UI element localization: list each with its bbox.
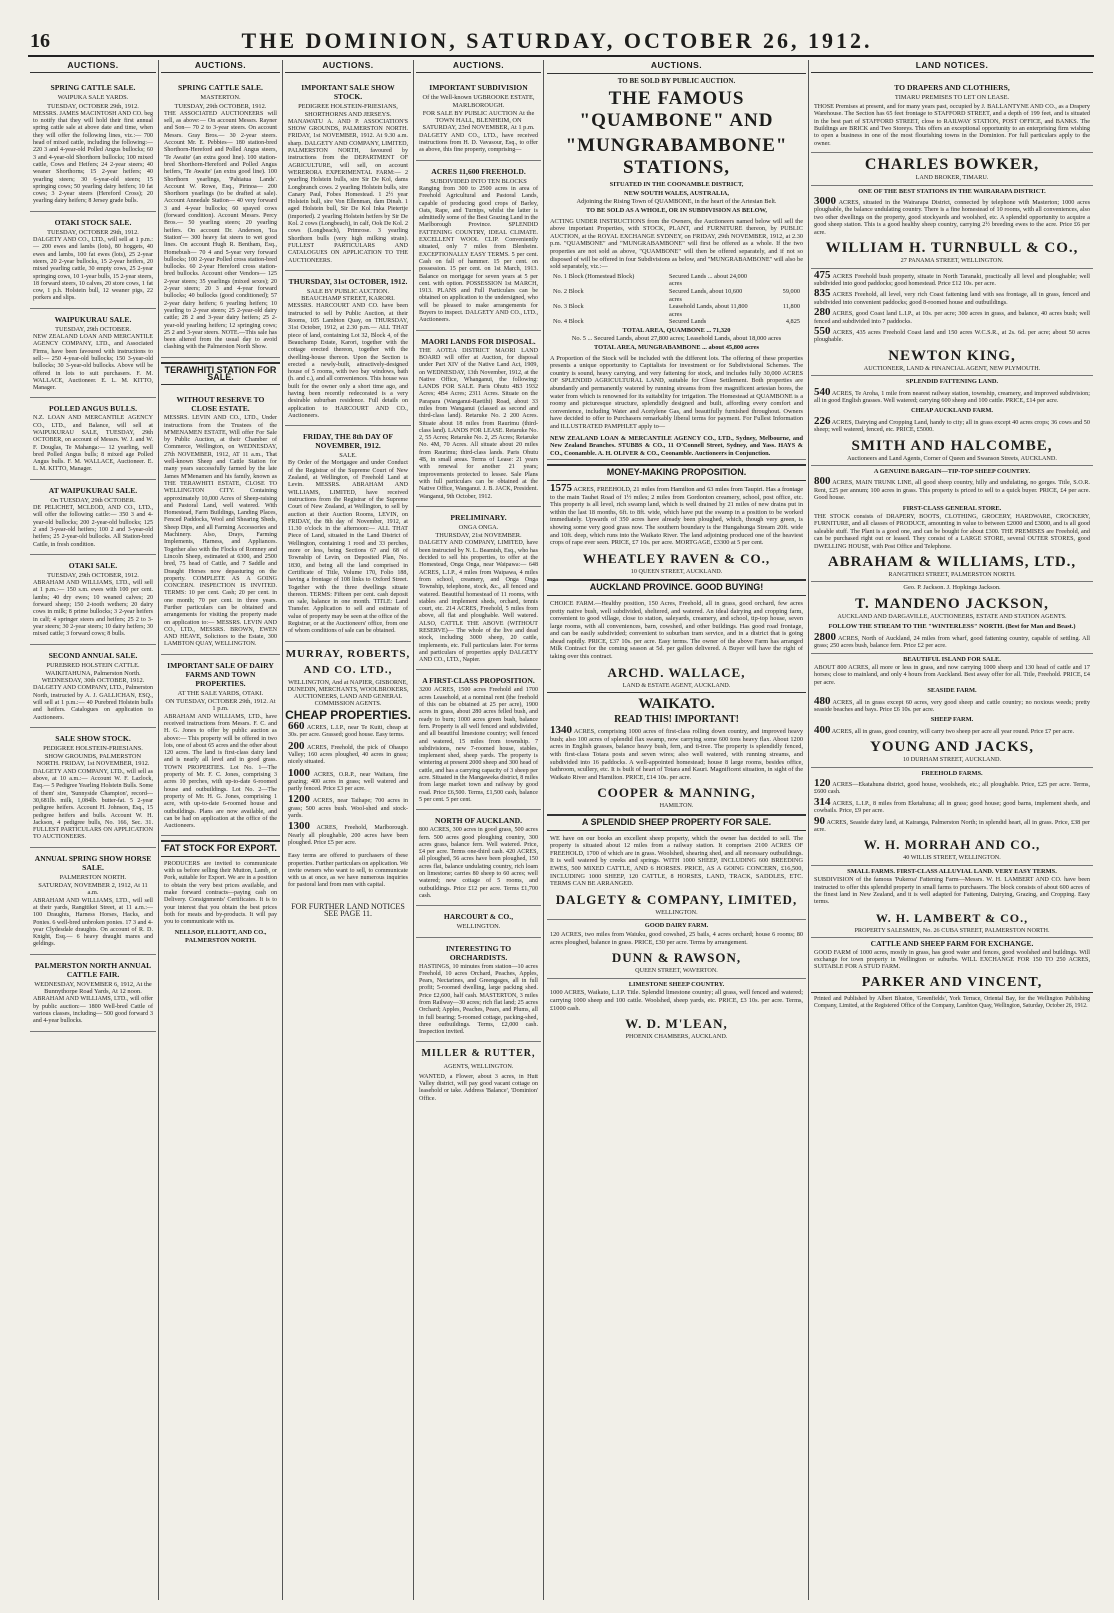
- miller-rutter-sub: AGENTS, WELLINGTON.: [443, 1063, 514, 1071]
- ad-heading: SPRING CATTLE SALE.: [178, 83, 263, 93]
- smith-halcombe-firm: SMITH AND HALCOMBE,: [851, 437, 1053, 454]
- advertisement: [30, 728, 156, 848]
- winterless-north-note: FOLLOW THE STREAM TO THE "WINTERLESS" NORTH. (Best for Man and Beast.): [828, 623, 1076, 631]
- block-label: No. 4 Block: [553, 318, 584, 326]
- turnbull-firm: WILLIAM H. TURNBULL & CO.,: [825, 240, 1079, 257]
- acreage-number: 540: [814, 385, 831, 398]
- page-number: 16: [30, 30, 50, 52]
- waikato-subheading: READ THIS! IMPORTANT!: [614, 714, 739, 726]
- column-5: [547, 60, 806, 1602]
- wheatley-raven-firm: WHEATLEY RAVEN & CO.,: [582, 550, 771, 566]
- property-description: ACRES—Ekatahuna district, good house, woolsheds, etc.; all ploughable. Price, £25 per acre. Terms, £600 cash.: [814, 780, 1090, 796]
- block-total: [760, 273, 800, 288]
- property-listing: [814, 306, 1090, 325]
- ad-subheading: TIMARU PREMISES TO LET ON LEASE.: [894, 94, 1010, 102]
- acreage-number: 660: [288, 720, 305, 733]
- dalgety-sub: WELLINGTON.: [655, 908, 698, 916]
- ad-subheading: TUESDAY, OCTOBER 29th, 1912.: [47, 102, 139, 110]
- quambone-agents: NEW ZEALAND LOAN & MERCANTILE AGENCY CO., LTD., Sydney, Melbourne, and New Zealand Branches. STUBBS & CO., 11 O'Connell Street, Sydney, and Yass. HAYS & CO., Coonamble. A. H. OLIVER & CO., Coonamble. Auctioneers in Conjunction.: [547, 433, 806, 461]
- quambone-state: NEW SOUTH WALES, AUSTRALIA,: [623, 189, 730, 197]
- newspaper-title: THE DOMINION, SATURDAY, OCTOBER 26, 1912.: [241, 28, 873, 53]
- ad-heading: THURSDAY, 31st OCTOBER, 1912.: [288, 276, 408, 286]
- column-heading: AUCTIONS.: [285, 60, 411, 73]
- advertisement: [161, 655, 280, 837]
- ad-heading: PRELIMINARY.: [450, 512, 507, 522]
- wanted-notice: WANTED, a Flower, about 3 acres, in Hutt Valley district, will pay good vacant cottage on leasehold or take. Address 'Balance', 'Dominion' Office.: [419, 1073, 538, 1102]
- mungrabambone-title: "MUNGRABAMBONE" STATIONS,: [565, 135, 788, 179]
- block-label: No. 3 Block: [553, 303, 584, 311]
- ad-subheading: On TUESDAY, 29th OCTOBER.: [50, 496, 136, 504]
- advertisement: [30, 309, 156, 399]
- advertisement: [285, 426, 411, 641]
- ad-body: DALGETY AND CO., LTD., will sell at 1 p.m.:— 200 ewes and lambs (lots), 80 hoggets, 40 ewes and lambs, 100 fat ewes (lots), 25 2-year steers, 20 2-year bullocks, 15 2-year heifers, 20 mixed yearling cattle, 30 empty cows, 25 2-year springing cows, 10 1-year bulls, 15 2-year steers, 18 forward steers, 10 calves, 20 store cows, 1 fat cow, 1 p.h. Holstein bull, 12 weaner pigs, 22 porkers and slips.: [33, 237, 153, 302]
- further-notices-footer: FOR FURTHER LAND NOTICES SEE PAGE 11.: [291, 901, 405, 919]
- freehold-farms-heading: FREEHOLD FARMS.: [811, 767, 1093, 777]
- fattening-heading: SPLENDID FATTENING LAND.: [811, 375, 1093, 385]
- newton-king-sub: AUCTIONEER, LAND & FINANCIAL AGENT, NEW PLYMOUTH.: [863, 364, 1041, 372]
- ad-body: THE ASSOCIATED AUCTIONEERS will sell, as above:— On account Messrs. Rayner and Son— 70 2 to 3-year steers. On account Messrs. Gray Bros.— 30 2-year steers. Account Mr. E. Pebbies— 180 station-bred Shorthorn-Hereford and Polled Angus steers, 'Te Awaite' (an extra good line). 100 station-bred Shorthorn-Hereford and Polled Angus heifers, 'Te Awaite' (an extra good line). 100 Shorthorn yearlings, 'Pahiatua Lands'. Account W. Rowe, Esq., Pirinoa— 200 Shorthorn yearlings (to be drafted at sale). Account Annedale Station— 40 very forward 3 and 4-year bullocks; 60 spayed cows (forward condition). Account Messrs. Percy Bros.— 50 yearling steers; 20 yearling heifers. On account Dr. Anderson, 'Ica Station'— 300 heavy fat steers to wet good lines. On account Hugh R. Bentham, Esq., Homebush— 70 4 and 5-year very forward bullocks; 100 2-year Polled cross station-bred bullocks. 60 2-year Hereford cross station-bred bullocks. Account other Vendors— 125 2-year steers; 35 yearlings (mixed sexes); 20 2-year steers; 20 3 and 4-year forward bullocks; 40 bullocks (good conditioned); 57 2-year dairy heifers; 6 yearling heifers; 10 yearling to 2-year steers; 25 2-year-old dairy cattle; 28 2 and 3-year dairy heifers; 25 2-year-old yearling heifers; 12 springing cows; 25 2 and 3-year steers. NOTE.—This sale has been altered from the usual day to avoid clashing with the Palmerston North Show.: [164, 110, 277, 351]
- ad-heading: IMPORTANT SALE OF DAIRY FARMS AND TOWN PROPERTIES.: [167, 660, 274, 688]
- advertisement: [30, 398, 156, 479]
- advertisement: [416, 331, 541, 507]
- ad-subheading: TUESDAY, 29th OCTOBER, 1912.: [174, 102, 267, 110]
- mandeno-jackson-sub: AUCKLAND AND DARGAVILLE, AUCTIONEERS, ESTATE AND STATION AGENTS.: [837, 612, 1067, 620]
- advertisement: [416, 810, 541, 906]
- property-description: ACRES, O.R.P., near Waitara, fine grazing; 400 acres in grass; well watered and partly fenced. Price £3 per acre.: [288, 771, 408, 793]
- column-4: [416, 60, 541, 1602]
- property-description: ACRES, Freehold, Marlborough. Nearly all ploughable, 200 acres have been ploughed. Price £5 per acre.: [288, 825, 409, 846]
- waikato-body: [547, 724, 806, 781]
- column-1: [30, 60, 156, 1602]
- property-description: ACRES, 435 acres Freehold Coast land and 150 acres W.C.S.R., at 2s. 6d. per acre; about 50 acres ploughable.: [814, 328, 1090, 344]
- property-listing: [288, 720, 408, 740]
- cooper-manning-sub: HAMILTON.: [659, 802, 694, 810]
- bargain-body: [811, 475, 1093, 502]
- block-row: [553, 288, 800, 303]
- money-making-banner: MONEY-MAKING PROPOSITION.: [547, 464, 806, 481]
- sheep-farm-body: [811, 723, 1093, 736]
- property-listing: [288, 739, 408, 767]
- island-heading: BEAUTIFUL ISLAND FOR SALE.: [811, 653, 1093, 663]
- advertisement: [416, 161, 541, 331]
- exchange-body: GOOD FARM of 1000 acres, mostly in grass, has good water and fences, good woolshed and buildings. Will exchange for town property in Wellington or suburbs. WILL EXCHANGE FOR 150 TO 250 ACRES, SUITABLE FOR A STUD FARM.: [814, 948, 1090, 971]
- ad-body: HASTINGS, 10 minutes from station—10 acres Freehold, 10 acres Orchard, Peaches, Apples, Pears, Nectarines, and Greengages, all in full profit; 5-roomed dwelling, large packing shed. Price £2,600, half cash. MASTERTON, 3 miles from Railway—30 acres; rich flat land; 25 acres Orchard; Apples, Peaches, Pears, and Plums, all in full bearing; 5-roomed cottage, packing-shed, three outbuildings. Terms, £2,000 cash. Inspection invited.: [419, 963, 538, 1036]
- ad-subheading: WEDNESDAY, NOVEMBER 6, 1912, At the Bunnythorpe Road Yards, At 12 noon.: [34, 980, 152, 996]
- advertisement: [30, 555, 156, 645]
- ad-heading: PALMERSTON NORTH ANNUAL CATTLE FAIR.: [34, 960, 152, 979]
- sheep-farm-text: ACRES, all in grass, good country, will carry two sheep per acre all year round. Price £7 per acre.: [831, 727, 1075, 735]
- ad-body: MESSRS. HARCOURT AND CO. have been instructed to sell by Public Auction, at their Rooms, 105 Lambton Quay, on THURSDAY, 31st October, 1912, at 2.30 p.m.— ALL THAT piece of land, containing Lot 32, Block 4, of the Beauchamp Estate, Karori, together with the cottage erected thereon, together with the dwelling-house thereon. Upon the Section is erected a newly-built, attractively-designed house of 5 rooms, with two bay windows, bath (h. and c.), and all conveniences. This house was built for the owner only a short time ago, and having been recently redecorated is a very desirable suburban residence. Full details on application to HARCOURT AND CO., Auctioneers.: [288, 303, 408, 419]
- cheap-auckland-heading: CHEAP AUCKLAND FARM.: [910, 407, 994, 415]
- masthead-rule: [28, 55, 1094, 57]
- block-detail: Secured Lands: [669, 318, 707, 326]
- property-listing: [814, 776, 1090, 796]
- property-listing: [288, 820, 409, 847]
- property-description: ACRES, L.I.P., 8 miles from Eketahuna; all in grass; good house; good barns, implement sheds, and cowbails. Price, £9 per acre.: [814, 799, 1090, 815]
- ad-subheading: PUREBRED HOLSTEIN CATTLE.: [46, 661, 140, 669]
- column-rule: [808, 60, 809, 1600]
- mandeno-jackson-firm: T. MANDENO JACKSON,: [855, 595, 1049, 612]
- wairarapa-body: [811, 195, 1093, 236]
- ad-heading: INTERESTING TO ORCHARDISTS.: [445, 943, 512, 962]
- acreage-number: 1000: [288, 766, 310, 779]
- cheap-auckland-text: ACRES, Dairying and Cropping Land, handy to city; all in grass except 40 acres crops; 36 cows and 50 sheep; well watered, fenced, etc. PRICE, £5000.: [814, 418, 1090, 434]
- block-label: No. 1 Block (Homestead Block): [553, 272, 635, 280]
- advertisement: [161, 77, 280, 357]
- ad-subheading: ON TUESDAY, OCTOBER 29th, 1912. At 1 p.m.: [165, 698, 276, 713]
- ad-heading: ANNUAL SPRING SHOW HORSE SALE.: [34, 853, 152, 872]
- north-auckland-body: [811, 630, 1093, 650]
- column-2: [161, 60, 280, 1602]
- ad-subheading: PEDIGREE HOLSTEIN-FRIESIANS.: [43, 744, 143, 752]
- acreage-number: 1340: [550, 724, 572, 737]
- property-listing: [814, 324, 1090, 344]
- cheap-properties-heading: CHEAP PROPERTIES.: [285, 707, 411, 722]
- acreage-number: 90: [814, 814, 825, 827]
- ad-body: By Order of the Mortgagee and under Conduct of the Registrar of the Supreme Court of New Zealand, at Wellington, of Freehold Land at Levin. MESSRS. ABRAHAM AND WILLIAMS, LIMITED, have received instructions from the Registrar of the Supreme Court of New Zealand, at Wellington, to sell by auction at their Auction Rooms, LEVIN, on FRIDAY, the 8th day of November, 1912, at 11.30 o'clock in the afternoon:— ALL THAT Piece of Land, situated in the Land District of Wellington, containing 1 rood and 33 perches, more or less, being Sections 67 and 68 of Township of Levin, on Deposited Plan, No. 1830, and being all the land comprised in Certificate of Title, Volume 170, Folio 188, having a frontage of 108 links to Oxford Street. Together with the three dwellings situate thereon. TERMS: Fifteen per cent. cash deposit on sale, balance in one month. TITLE: Land Transfer. Application to sell and estimate of value of property may be seen at the office of the Registrar, or at the Auctioneers' office, from one of whom conditions of sale can be obtained.: [288, 460, 408, 635]
- seaside-heading: SEASIDE FARM.: [927, 687, 977, 695]
- property-description: ACRES, near Taihape; 700 acres in grass; 500 acres bush. Wool-shed and stock-yards.: [288, 798, 408, 820]
- ad-body: NEW ZEALAND LOAN AND MERCANTILE AGENCY COMPANY, LTD., and Associated Firms, have been favoured with instructions to sell:— 250 4-year-old bullocks; 150 3-year-old bullocks; 30 3-year-old bullocks. Above will be offered in lots to suit purchasers. F. M. WALLACE, Auctioneer. E. L. M. KITTO, Manager.: [33, 334, 153, 392]
- quambone-location: SITUATED IN THE COONAMBLE DISTRICT,: [609, 181, 744, 189]
- dunn-rawson-sub: QUEEN STREET, WAVERTON.: [635, 967, 718, 975]
- cheap-auckland-body: [811, 414, 1093, 434]
- column-3: [285, 60, 411, 1602]
- to-be-sold-line: TO BE SOLD BY PUBLIC AUCTION.: [617, 76, 736, 85]
- ad-subheading: PALMERSTON NORTH.: [59, 873, 127, 881]
- sheep-farm-heading: SHEEP FARM.: [930, 716, 974, 724]
- sheep-property-body: WE have on our books an excellent sheep property, which the owner has decided to sell. The property is situated about 12 miles from a railway station. It comprises 2100 ACRES OF FREEHOLD, 1700 of which are in grass. Woolshed, shearing shed, and all necessary outbuildings. It is well watered by creeks and springs. WITH 1000 SHEEP, INCLUDING 600 BREEDING EWES, 500 MIXED CATTLE, AND 6 HORSES. PRICE, AS A GOING CONCERN, £16,500, INCLUDING 1000 SHEEP, 120 CATTLE, 8 HORSES, LAND, TRACK, SADDLES, ETC. TERMS CAN BE ARRANGED.: [550, 834, 803, 888]
- ad-subheading: MASTERTON.: [200, 94, 241, 102]
- ad-body: MANAWATU A. AND P. ASSOCIATION'S SHOW GROUNDS, PALMERSTON NORTH. FRIDAY, 1st NOVEMBER, 1912. At 9.30 a.m. sharp. DALGETY AND COMPANY, LIMITED, PALMERSTON NORTH, favoured by instructions from the DEPARTMENT OF AGRICULTURE, will sell, on account WERERORA EXPERIMENTAL FARM:— 2 yearling Holstein bulls, sire Sir De Kol, dams Longbranch cows. 2 yearling Holstein bulls, sire Canary Paul, Fobes Homestead. 1 2½ year Holstein bull, sire Von Ellenman, dam Dinah. 1 aged Holstein bull, Sir De Kol Inka Pietertje (imported). 2 yearling Holstein heifers by Sir De Kol. 2 cows (Longbeach), in calf, Ook De Kol. 2 cows (Longbeach), Primrose. 3 yearling Shorthorn bulls (very high milking strain). FULLEST PARTICULARS AND CATALOGUES ON APPLICATION TO THE AUCTIONEERS.: [288, 118, 408, 264]
- fattening-body: [811, 385, 1093, 405]
- ad-body: ABRAHAM AND WILLIAMS, LTD., will offer by public auction:— 1800 Well-bred Cattle of various classes, including— 500 good forward 3 and 4-year bullocks.: [33, 996, 153, 1025]
- advertisement: [416, 670, 541, 810]
- ad-subheading: FOR SALE BY PUBLIC AUCTION At the TOWN HALL, BLENHEIM, ON SATURDAY, 23rd NOVEMBER, At 1 p.m.: [422, 109, 535, 132]
- ad-body: DALGETY AND COMPANY, LTD., will sell as above, at 10 a.m.:— Account W. F. Lazlock, Esq.— 5 Pedigree Yearling Holstein Bulls. Some of them' sire, 'Sunnyside Champion', record—30,681lb. milk, 1,084lb. butter-fat. 5 2-year pedigree heifers. Account H. Johnson, Esq., 15 pedigree heifers and bulls. Account W. H. Jackson, 4 pedigree bulls, No. 166, Sec. 31. FULLEST PARTICULARS ON APPLICATION TO AUCTIONEERS.: [33, 768, 153, 841]
- acreage-number: 280: [814, 306, 831, 319]
- fattening-text: ACRES, Te Aroha, 1 mile from nearest railway station, township, creamery, and improved subdivision; all in good English grasses. Well watered; carrying 600 sheep and 100 cattle. PRICE, £14 per acre.: [814, 389, 1090, 404]
- property-description: ACRES, L.I.P., near Te Kuiti, cheap at 30s. per acre. Grassed; good house. Easy terms.: [288, 725, 408, 739]
- bowker-firm: CHARLES BOWKER,: [864, 156, 1040, 174]
- quambone-total: TOTAL AREA, QUAMBONE ... 71,320: [622, 326, 731, 334]
- acreage-number: 120: [814, 776, 831, 789]
- acreage-number: 3000: [814, 195, 836, 208]
- property-listing: [814, 268, 1090, 288]
- quambone-body-2: A Proportion of the Stock will be included with the different lots. The offering of these properties presents a unique opportunity to Capitalists for investment or for Subdivisional Schemes. The country is sound, heavy carrying, and very fattening for stock, and includes fully 30,000 ACRES OF SPLENDID AGRICULTURAL LAND, suitable for Close Settlement. Both properties are abundantly and permanently watered by running streams from five magnificent artesian bores, the water from which is renowned for its suitability for irrigation. The Homestead at QUAMBONE is a roomy and picturesque structure, splendidly designed and built, affording every comfort and convenience, including Water and Acetylene Gas, and beautifully furnished throughout. Owners have decided to offer to Purchasers remarkably liberal terms for payment. For Fullest Information and ILLUSTRATED PAMPHLET apply to—: [550, 354, 803, 430]
- advertisement: [285, 77, 411, 271]
- ad-subheading: TUESDAY, OCTOBER 29th, 1912.: [47, 228, 139, 236]
- cooper-manning-firm: COOPER & MANNING,: [597, 785, 756, 801]
- property-list: [811, 268, 1093, 344]
- advertisement: [30, 955, 156, 1032]
- smith-halcombe-sub: Auctioneers and Land Agents, Corner of Queen and Swanson Streets, AUCKLAND.: [847, 454, 1057, 462]
- jackson-partners: Geo. P. Jackson. J. Hopkings Jackson.: [811, 581, 1093, 591]
- ads-list: [30, 77, 156, 1031]
- ad-subheading: ONGA ONGA.: [458, 523, 499, 531]
- ad-subheading: Of the Well-known UGBROOKE ESTATE, MARLBOROUGH.: [422, 94, 535, 109]
- ad-subheading: THURSDAY, 21st NOVEMBER.: [435, 532, 522, 540]
- money-making-text: ACRES, FREEHOLD, 21 miles from Hamilton and 63 miles from Taupiri. Has a frontage to the main Tauhei Road of 1½ miles; 2 miles from Gordonton creamery, school, post office, etc. This property is all level, rich swamp land, which is well drained by 21 miles of new drains put in within the last 18 months, 6ft. to 8ft. wide, which have put the swamp in a position to be worked immediately. Upwards of 350 acres have already been ploughed, which, though very green, is showing some very good grass now. The southern boundary is the Hungahunga Stream 20ft. wide and 10ft. deep, which runs into the Waikato River. The land adjoining produced one of the heaviest crops of rape ever seen. PRICE, £7 10s. per acre. MORTGAGE, £3300 at 5 per cent.: [550, 485, 803, 547]
- morrah-sub: 40 WILLIS STREET, WELLINGTON.: [903, 854, 1001, 862]
- property-listing: [814, 287, 1090, 306]
- mclean-sub: PHOENIX CHAMBERS, AUCKLAND.: [625, 1033, 728, 1041]
- advertisement: [30, 645, 156, 728]
- acreage-number: 480: [814, 694, 831, 707]
- ad-heading: IMPORTANT SUBDIVISION: [429, 83, 528, 93]
- ad-body: N.Z. LOAN AND MERCANTILE AGENCY CO., LTD., and Balance, will sell at WAIPUKURAU SALE, TUESDAY, 29th OCTOBER, on account of Messrs. W. J. and W. F. Douglas, Te Mahanga:— 12 yearling, well bred Polled Angus bulls; 8 mixed age Polled Angus bulls. F. M. WALLACE, Auctioneer. E. L. M. KITTO, Manager.: [33, 415, 153, 473]
- quambone-adjoining: Adjoining the Rising Town of QUAMBONE, in the heart of the Artesian Belt.: [576, 198, 777, 206]
- ad-heading: ACRES 11,600 FREEHOLD.: [431, 166, 526, 176]
- bowker-sub: LAND BROKER, TIMARU.: [915, 174, 989, 182]
- advertisement: [30, 848, 156, 955]
- ad-subheading: WAIPUKA SALE YARDS.: [57, 94, 129, 102]
- ad-subheading: PEDIGREE HOLSTEIN-FRIESIANS, SHORTHORNS AND JERSEYS.: [298, 103, 398, 118]
- ads-list: [285, 77, 411, 641]
- block-table: [547, 273, 806, 326]
- acreage-number: 550: [814, 324, 831, 337]
- ad-heading: A FIRST-CLASS PROPOSITION.: [422, 676, 535, 686]
- general-store-heading: FIRST-CLASS GENERAL STORE.: [902, 504, 1002, 512]
- ad-body: DALGETY AND COMPANY, LTD., Palmerston North, instructed by A. J. GALLICHAN, ESQ., will sell at 1 p.m.:— 40 Purebred Holstein bulls and heifers. Catalogues on application to Auctioneers.: [33, 685, 153, 721]
- abraham-williams-firm: ABRAHAM & WILLIAMS, LTD.,: [827, 554, 1077, 571]
- bargain-heading: A GENUINE BARGAIN—TIP-TOP SHEEP COUNTRY.: [811, 465, 1093, 475]
- small-farms-heading: SMALL FARMS. FIRST-CLASS ALLUVIAL LAND. VERY EASY TERMS.: [811, 865, 1093, 875]
- column-heading: AUCTIONS.: [547, 60, 806, 74]
- bargain-text: ACRES, MAIN TRUNK LINE, all good sheep country, hilly and undulating, no gorges. Title, S.O.R. Rent, £25 per annum; 100 acres in grass. This property is priced to sell to a quick buyer. PRICE, £4 per acre. Good house.: [814, 479, 1090, 502]
- acreage-number: 400: [814, 723, 831, 736]
- parker-vincent-firm: PARKER AND VINCENT,: [861, 974, 1043, 990]
- ads-list: [416, 77, 541, 1042]
- young-jacks-sub: 10 DURHAM STREET, AUCKLAND.: [902, 756, 1002, 764]
- quambone-title: THE FAMOUS "QUAMBONE" AND: [579, 88, 774, 132]
- properties-note: Easy terms are offered to purchasers of these properties. Further particulars on application. We invite owners who want to sell, to communicate with us at once, as we have numerous inquiries for pastoral land from men with capital.: [288, 853, 408, 889]
- wheatley-raven-sub: 10 QUEEN STREET, AUCKLAND.: [630, 567, 723, 575]
- ad-heading: SALE SHOW STOCK.: [55, 733, 131, 743]
- advertisement: [416, 507, 541, 671]
- terawhiti-banner: TERAWHITI STATION FOR SALE.: [161, 362, 280, 386]
- ad-heading: FRIDAY, THE 8th DAY OF NOVEMBER, 1912.: [302, 432, 394, 451]
- morrah-firm: W. H. MORRAH AND CO.,: [863, 837, 1041, 853]
- ad-heading: MAORI LANDS FOR DISPOSAL.: [421, 336, 536, 346]
- money-making-body: [547, 481, 806, 547]
- block-total: 4,825: [785, 318, 800, 326]
- auckland-province-body: CHOICE FARM.—Healthy position, 150 Acres, Freehold, all in grass, good orchard, few acres pretty native bush, well subdivided, sheltered, and watered. An ideal dairying and cropping farm, convenient to good village, close to station, saleyards, creamery, and school, tip-top house, seven large rooms, with all conveniences, barn, cowshed, and other buildings. Has good road frontage, and can be easily subdivided; convenient to suburban tram service, and in a district that is going ahead rapidly. PRICE, £37 10s. per acre. Easy terms. The owner of the above Farm has arranged Milk Contract for the coming season at 5d. per gallon delivered. A Buyer will have the right of taking over this contract.: [550, 599, 803, 661]
- acreage-number: 835: [814, 287, 831, 300]
- miller-rutter-firm: MILLER & RUTTER,: [421, 1048, 536, 1060]
- ad-body: DALGETY AND COMPANY, LIMITED, have been instructed by N. L. Beamish, Esq., who has decided to sell his properties, to offer at the Homestead, Onga Onga, near Waipawa:— 648 ACRES, L.I.P., 4 miles from Waipawa, 4 miles from school, creamery, and Onga Onga Township, telephone, stock, &c., all fenced and watered. Beautiful homestead of 11 rooms, with stables and implement sheds, orchard, tennis court, etc. 214 ACRES, Freehold, 5 miles from above, all flat and ploughable. Well watered. ALSO, CATTLE THE ABOVE (WITHOUT RESERVE)— The whole of the live and dead stock, including 3000 sheep, 20 cattle, implements, etc. Full particulars later. For terms and particulars of properties apply DALGETY AND CO., LTD., Napier.: [419, 540, 538, 664]
- acreage-number: 226: [814, 414, 831, 427]
- ad-heading: HARCOURT & CO.,: [443, 912, 514, 922]
- advertisement: [416, 938, 541, 1043]
- island-body: ABOUT 800 ACRES, all more or less in grass, and now carrying 1000 sheep and 130 head of cattle and 17 horses; close to mainland, and only 4 hours from Auckland. Best away offer for all. Title, Freehold. PRICE, £4 per acre.: [814, 663, 1090, 686]
- column-rule: [413, 60, 414, 1600]
- north-auckland-text: ACRES, North of Auckland, 24 miles from wharf, good fattening country, capable of settling. All grass; 250 acres bush, balance fern. Price £2 per acre.: [814, 634, 1090, 650]
- acreage-number: 800: [814, 475, 831, 488]
- ad-heading: AT WAIPUKURAU SALE.: [48, 485, 138, 495]
- ad-body: DE PELICHET, MCLEOD, AND CO., LTD., will offer the following cattle:— 350 3 and 4-year-old bullocks; 200 2-year-old bullocks; 125 2 and 3-year-old heifers; 100 2 and 3-year-old heifers; 25 2-year-old bullocks. All Station-bred Cattle, in fresh condition.: [33, 505, 153, 548]
- ad-subheading: TUESDAY, 29th OCTOBER.: [55, 325, 131, 333]
- block-total: 11,800: [782, 303, 800, 311]
- column-rule: [158, 60, 159, 1600]
- dalgety-firm: DALGETY & COMPANY, LIMITED,: [555, 891, 798, 907]
- wallace-sub: LAND & ESTATE AGENT, AUCKLAND.: [622, 681, 731, 689]
- ad-body: MESSRS. JAMES MACINTOSH AND CO. beg to notify that they will hold their first annual spring cattle sale at above date and time, when they will offer the following lines, viz.:— 700 head of mixed cattle, including the following:— 220 3 and 4-year-old Polled Angus bullocks; 60 3 and 4-year-old Shorthorn bullocks; 100 mixed cattle, Cows and Heifers; 24 2-year steers; 40 weaner Shorthorns; 15 2-year heifers; 40 yearling steers; 30 6-year-old steers; 15 springing cows; 50 yearling dairy heifers; 10 fat cows; 3 2-year steers (Hereford Cross); 20 yearling dairy heifers; 8 Jersey grade bulls.: [33, 110, 153, 205]
- lambert-firm: W. H. LAMBERT & CO.,: [875, 910, 1029, 925]
- advertisement: [30, 480, 156, 555]
- fat-stock-body: PRODUCERS are invited to communicate with us before selling their Mutton, Lamb, or Pork, suitable for Export. We are in a position to obtain the very best prices available, and make forward contracts—paying cash on Delivery. Consignments' Certificates. It is to your interest that you obtain the best prices both for meats and by-products. It will pay you to communicate with us.: [164, 860, 277, 926]
- seaside-body: [811, 694, 1093, 714]
- advertisement: [30, 77, 156, 211]
- ad-body: ABRAHAM AND WILLIAMS, LTD., have received instructions from Messrs. F. C. and H. G. Jones to offer by public auction as above:— This property will be offered in two lots, one of about 65 acres and the other about 120 acres. The land is first-class dairy land and is nearly all level and in good grass. TOWN PROPERTIES. Lot No. 1—The property of Mr. F. C. Jones, comprising 3 acres 10 perches, with up-to-date 6-roomed house and outbuildings. Lot No. 2—The property of Mr. H. G. Jones, comprising 1 acre, with up-to-date 6-roomed house and outbuildings. Plans are now available, and can be had on application at the office of the Auctioneers.: [164, 713, 277, 830]
- limestone-heading: LIMESTONE SHEEP COUNTRY.: [547, 978, 806, 989]
- ad-heading: WITHOUT RESERVE TO CLOSE ESTATE.: [176, 395, 265, 414]
- mclean-firm: W. D. M'LEAN,: [625, 1016, 728, 1032]
- column-heading: AUCTIONS.: [30, 60, 156, 73]
- ads-list: [161, 389, 280, 836]
- wallace-firm: ARCHD. WALLACE,: [607, 664, 746, 680]
- column-heading: AUCTIONS.: [416, 60, 541, 73]
- ads-list: [811, 77, 1093, 153]
- block-label: No. 2 Block: [553, 287, 584, 295]
- general-store-body: THE STOCK consists of DRAPERY, BOOTS, CLOTHING, GROCERY, HARDWARE, CROCKERY, FURNITURE, and all classes of PRODUCE, amounting in value to between £2000 and £3000, and is all good saleable stuff. The Plant is a good one, and can be bought for about £300. THE PREMISES are Freehold, and can be purchased right out or leased. They consist of a LARGE STORE, several OUTER STORES, good DWELLING HOUSE, with Post Office and Telephone.: [814, 513, 1090, 550]
- waikato-text: ACRES, comprising 1000 acres of first-class rolling down country, and improved heavy bush; also 100 acres of splendid flax swamp, now carrying some 600 tons heavy flax. About 1200 acres in English grasses, balance heavy bush, fern, and ti-tree. The property is splendidly fenced, with first-class Totara posts and seven wires; also well watered, with running streams, and subdivided into 16 paddocks. A well-appointed homestead; house 8 large rooms, besides office, bathroom, scullery, etc. It is built of heart of Totara and Kauri. Magnificent situation, in sight of the Waikato River and Hamilton. PRICE, £14 10s. per acre.: [550, 728, 803, 781]
- ad-heading: OTAKI STOCK SALE.: [54, 217, 132, 227]
- young-jacks-firm: YOUNG AND JACKS,: [870, 739, 1034, 756]
- block-row: [553, 273, 800, 288]
- ad-body: THOSE Premises at present, and for many years past, occupied by J. BALLANTYNE AND CO., as a Drapery Warehouse. The Section has 65 feet frontage to STAFFORD STREET, and a depth of 199 feet, and is situated in the best part of STAFFORD STREET, close to RAILWAY STATION, POST OFFICE, and BANKS. The Buildings are BRICK and Two Storeys. This offers an exceptional opportunity to an enterprising firm wishing to open a business in one of the most flourishing towns in the Dominion. For full particulars apply to the owner.: [814, 102, 1090, 147]
- column-6: [811, 60, 1093, 1602]
- ad-subheading: SALE BY PUBLIC AUCTION. BEAUCHAMP STREET, KARORI.: [301, 287, 395, 303]
- property-description: ACRES, Freehold, the pick of Ohaupo Valley; 160 acres ploughed, 40 acres in grass; nicely situated.: [288, 744, 408, 766]
- auckland-province-banner: AUCKLAND PROVINCE. GOOD BUYING!: [547, 579, 806, 596]
- property-list: [285, 720, 411, 847]
- ad-heading: SECOND ANNUAL SALE.: [48, 650, 138, 660]
- ad-subheading: SUBDIVIDED INTO TEN BLOCKS: [430, 177, 527, 185]
- ad-heading: TO DRAPERS AND CLOTHIERS,: [894, 83, 1010, 93]
- small-farms-body: SUBDIVISION of the famous 'Pukeroa' Fattening Farm—Messrs. W. H. LAMBERT AND CO. have been instructed to offer this splendid property in small farms to purchasers. The block consists of about 600 acres of the finest land in New Zealand, and it is well adapted for Fattening, Dairying, Grazing, and Cropping. Easy terms.: [814, 876, 1090, 906]
- mungrabambone-total: TOTAL AREA, MUNGRABAMBONE ... about 45,800 acres: [594, 344, 759, 352]
- acreage-number: 200: [288, 739, 305, 752]
- ad-heading: IMPORTANT SALE SHOW STOCK.: [301, 83, 395, 102]
- column-rule: [282, 60, 283, 1600]
- property-description: ACRES Freehold, all level, very rich Coast fattening land with sea frontage, all in grass, fenced and subdivided into convenient paddocks; good 8-roomed house and outbuildings.: [814, 291, 1090, 306]
- advertisement: [161, 389, 280, 655]
- block-row: [553, 318, 800, 326]
- dairy-farm-heading: GOOD DAIRY FARM.: [547, 919, 806, 930]
- ad-body: THE AOTEA DISTRICT MAORI LAND BOARD will offer at Auction, for disposal under Part XIV of the Native Land Act, 1909, on WEDNESDAY, 13th November, 1912, at the Native Office, Whanganui, the following: LANDS FOR SALE. Paris Ohutu 4B3 1932 Acres; 4B4 Acres; 2311 Acres. Situate on the Parapara (Wanganui-Raetihi) Road, about 33 miles from Wanganui (classed as second and third-class land). Retaruke No. 2 200 Acres. Situate about 18 miles from Raurimu (third-class land). LANDS FOR LEASE. Retaruke No. 2, 55 Acres; Retaruke No. 2, 25 Acres; Retaruke No. 4M, 70 Acres. All situate about 20 miles from Raurimu; third-class lands. Paris Ohutu 4B, in small areas. Terms of Lease: 21 years with renewal for another 21 years; improvements protected to lessee. Sale Plans with full particulars can be obtained at the Native Office, Wanganui. J. B. JACK, President. Wanganui, 9th October, 1912.: [419, 347, 538, 500]
- ad-subheading: TUESDAY, 29th OCTOBER, 1912.: [47, 571, 139, 579]
- ad-subheading: SHOW GROUNDS, PALMERSTON NORTH. FRIDAY, 1st NOVEMBER, 1912.: [36, 753, 150, 768]
- acreage-number: 475: [814, 268, 831, 281]
- murray-roberts-firm: MURRAY, ROBERTS, AND CO. LTD.,: [285, 647, 411, 676]
- property-listing: [288, 793, 408, 820]
- printers-imprint: Printed and Published by Albert Bluston, 'Greenfields', York Terrace, Oriental Bay, for the Wellington Publishing Company, Limited, at the Registered Office of the Company, Lambton Quay, Wellington, Saturday, October 26, 1912.: [811, 992, 1093, 1014]
- quambone-sale-terms: TO BE SOLD AS A WHOLE, OR IN SUBDIVISION AS BELOW,: [585, 206, 767, 214]
- quambone-body: ACTING UNDER INSTRUCTIONS from the Owners, the Auctioneers named below will sell the above important Properties, with STOCK, PLANT, and FURNITURE thereon, by PUBLIC AUCTION, at the ROYAL EXCHANGE SYDNEY, on FRIDAY, 29th NOVEMBER, 1912, at 2.30 p.m. "QUAMBONE" and "MUNGRABAMBONE" will first be offered as a whole. If the two properties are not sold as above, "QUAMBONE" will then be offered separately, and if not so disposed of will be offered in four Subdivisions as below, and "MUNGRABAMBONE" will also be sold separately, viz.:—: [550, 217, 803, 271]
- property-list: [811, 776, 1093, 833]
- property-listing: [814, 814, 1090, 834]
- advertisement: [30, 212, 156, 309]
- dairy-farm-body: 120 ACRES, two miles from Waiuku, good cowshed, 25 bails, 4 acres orchard; house 6 rooms; 80 acres ploughed, balance in grass. PRICE, £30 per acre. Terms by arrangement.: [550, 930, 803, 946]
- block-row: [553, 303, 800, 318]
- newton-king-firm: NEWTON KING,: [888, 347, 1016, 364]
- turnbull-sub: 27 PANAMA STREET, WELLINGTON.: [900, 257, 1004, 265]
- wairarapa-heading: ONE OF THE BEST STATIONS IN THE WAIRARAPA DISTRICT.: [811, 185, 1093, 195]
- block-total: 59,000: [782, 287, 800, 295]
- exchange-heading: CATTLE AND SHEEP FARM FOR EXCHANGE.: [811, 937, 1093, 947]
- murray-roberts-sub: WELLINGTON, And at NAPIER, GISBORNE, DUNEDIN, MERCHANTS, WOOLBROKERS, AUCTIONEERS, LAND AND GENERAL COMMISSION AGENTS.: [287, 678, 409, 708]
- sheep-property-banner: A SPLENDID SHEEP PROPERTY FOR SALE.: [547, 814, 806, 831]
- fat-stock-firm: NELLSOP, ELLIOTT, AND CO., PALMERSTON NORTH.: [174, 929, 267, 944]
- block-detail: Secured Lands ... about 24,000 acres: [669, 272, 747, 288]
- property-listing: [814, 795, 1090, 815]
- ad-heading: POLLED ANGUS BULLS.: [49, 404, 137, 414]
- advertisement: [285, 271, 411, 426]
- acreage-number: 2800: [814, 630, 836, 643]
- acreage-number: 1200: [288, 793, 310, 806]
- ads-list: [161, 77, 280, 357]
- ad-subheading: WAIKITAHUNA, Palmerston North. WEDNESDAY, 30th OCTOBER, 1912.: [41, 669, 145, 685]
- seaside-text: ACRES, all in grass except 60 acres, very good sheep and cattle country; no noxious weeds; pretty seaside beaches and bays. Price £6 10s. per acre.: [814, 698, 1090, 713]
- property-description: ACRES Freehold bush property, situate in North Taranaki, practically all level and ploughable; well subdivided into good paddocks; good homestead. Price £12 10s. per acre.: [814, 272, 1090, 287]
- limestone-body: 1000 ACRES, Waikato, L.I.P. Title. Splendid limestone country; all grass, well fenced and watered; carrying 1000 sheep and 100 cattle. Woolshed, sheep yards, etc. PRICE, £3 10s. per acre. Terms, £1000 cash.: [550, 989, 803, 1012]
- waikato-heading: WAIKATO.: [547, 692, 806, 712]
- ad-body: ABRAHAM AND WILLIAMS, LTD., will sell at their yards, Rangitikei Street, at 11 a.m.:— 100 Draughts, Harness Horses, Hacks, and Ponies. 6 well-bred unbroken ponies. 17 3 and 4-year Clydesdale draughts. On account of R. D. Knight, Esq.— 6 heavy draught mares and geldings.: [33, 897, 153, 948]
- ad-heading: WAIPUKURAU SALE.: [54, 314, 132, 324]
- masthead: [0, 0, 1114, 52]
- ad-heading: NORTH OF AUCKLAND.: [435, 816, 522, 826]
- property-listing: [288, 766, 408, 794]
- dunn-rawson-firm: DUNN & RAWSON,: [611, 950, 742, 966]
- ad-body: ABRAHAM AND WILLIAMS, LTD., will sell at 1 p.m.:— 150 s.m. ewes with 100 per cent. lambs; 40 dry ewes; 10 weaned calves; 20 forward sheep; 150 2-tooth wethers; 20 dairy cows in milk; 8 prime bullocks; 3 2-year heifers in calf; 4 springer steers and heifers; 25 2 to 3-year steers; 30 2-year steers; 10 dairy heifers; 30 mixed cattle; 3 forward cows; 8 bulls.: [33, 580, 153, 638]
- block-detail: Leasehold Lands, about 11,800 acres: [669, 303, 748, 318]
- ad-subheading: WELLINGTON.: [456, 923, 501, 931]
- acreage-number: 1575: [550, 481, 572, 494]
- column-rule: [543, 60, 544, 1600]
- abraham-williams-sub: RANGITIKEI STREET, PALMERSTON NORTH.: [888, 571, 1016, 579]
- ad-body: 3200 ACRES, 1500 acres Freehold and 1700 acres Leasehold, at a nominal rent (the freehold of this can be obtained at 25 per acre), 1900 acres in grass, about 280 acres felled bush, and ready to burn; 1000 acres green bush, balance fern. Property is all well fenced and subdivided, and all beautiful limestone country; well fenced and watered, 15 miles from township. 7 subdivisions, new 7-roomed house, stables, implement shed, sheep yards. The property is wintering at present 2000 sheep and 300 head of cattle, and has a carrying capacity of 3 sheep per acre. Situated in the Mangaweka district, 8 miles from large market town and railway by good road. Price £6,500. Terms, £1,500 cash, balance 5 per cent. 5 per cent.: [419, 687, 538, 803]
- mungrabambone-block: No. 5 ... Secured Lands, about 27,800 acres; Leasehold Lands, about 18,000 acres: [571, 335, 782, 343]
- ad-body: DALGETY AND CO., LTD., have received instructions from H. D. Vavasour, Esq., to offer as above, this fine property, comprising—: [419, 132, 538, 154]
- ad-body: Ranging from 300 to 2500 acres in area of Freehold Agricultural and Pastoral Lands, capable of producing good crops of Barley, Oats, Rape, and Turnips, whilst the latter is admittedly some of the Best Grazing Land in the Marlborough Province. SPLENDID FATTENING COUNTRY, IDEAL CLIMATE. EXCELLENT WOOL CLIP. Conveniently situated, only 7 miles from Blenheim. EXCEPTIONALLY EASY TERMS. 5 per cent. Cash on fall of hammer. 15 per cent. on possession. 15 per cent. on 1st March, 1913. Balance on mortgage for seven years at 5 per cent. with option. POSSESSION 1st MARCH, 1913. PLANS and Full Particulars can be obtained on application to the undersigned, who will be pleased to make arrangements for Buyers to inspect. DALGETY AND CO., LTD., Auctioneers.: [419, 185, 538, 324]
- column-heading: AUCTIONS.: [161, 60, 280, 73]
- ad-subheading: AT THE SALE YARDS, OTAKI.: [177, 689, 264, 697]
- ad-body: MESSRS. LEVIN AND CO., LTD., Under instructions from the Trustees of the M'MENAMEN ESTATE, Will offer For Sale by Public Auction, at their Chamber of Commerce, Wellington, on WEDNESDAY, 27th NOVEMBER, 1912, AT 11 a.m., That well-known Sheep and Cattle Station for many years successfully farmed by the late James M'Menamen and his family, known as THE TERAWHITI ESTATE, CLOSE TO WELLINGTON CITY. Containing approximately 10,000 Acres of Sheep-raising and Pastoral Land, well watered. With Homestead, Farm Buildings, Landing Places, Fenced Paddocks, Wool and Shearing Sheds, Sheep Dips, and all Farming Accessories and Machinery. Also, Drays, Farming Implements, Harness, and Appliances. Together also with the Flocks of Romney and Lincoln Sheep, estimated at 6300, and 2500 bred, 75 head of Cattle, and 7 Saddle and Draught Horses now depasturing on the property. COMPLETE AS A GOING CONCERN. INSPECTION IS INVITED. TERMS: 10 per cent. Cash; 20 per cent. in one month; 70 per cent. in three years. Further particulars can be obtained and arrangements for visiting the property made on application to:— MESSRS. LEVIN AND CO., LTD., MESSRS. BROWN, EWEN AND HEAVE, Solicitors to the Estate, 300 LAMBTON QUAY, WELLINGTON.: [164, 415, 277, 648]
- ad-subheading: SATURDAY, NOVEMBER 2, 1912, At 11 a.m.: [38, 882, 148, 897]
- advertisement: [811, 77, 1093, 153]
- ad-body: 800 ACRES, 300 acres in good grass, 500 acres fern. 500 acres good ploughing country, 300 acres grass, balance fern. Well watered. Price, £4 per acre. Terms one-third cash. 420 ACRES, all ploughed, 56 acres have been ploughed, 150 acres flat, balance undulating country, rich loam on limestone; carries 80 sheep to 60 acres; well watered; new cottage of 5 rooms, and outbuildings. Price £12 per acre. Terms £1,700 cash.: [419, 827, 538, 899]
- advertisement: [416, 906, 541, 937]
- acreage-number: 314: [814, 795, 831, 808]
- lambert-sub: PROPERTY SALESMEN, No. 26 CUBA STREET, PALMERSTON NORTH.: [854, 926, 1050, 934]
- wairarapa-text: ACRES, situated in the Wairarapa District, connected by telephone with Masterton; 1000 acres ploughable, the balance undulating country. There is a fine homestead of 10 rooms, with all conveniences, also two other dwellings on the property, good stockyards and woolshed, etc. A splendid opportunity to acquire a good sheep station. This is a good healthy sheep country, carrying 2½ breeding ewes to the acre. Price £6 per acre.: [814, 199, 1090, 236]
- ad-heading: OTAKI SALE.: [68, 560, 118, 570]
- ad-subheading: SALE.: [339, 452, 357, 460]
- block-detail: Secured Lands, about 10,600 acres: [669, 287, 743, 303]
- property-description: ACRES, good Coast land L.I.P., at 10s. per acre; 300 acres in grass, and balance, 40 acres bush; well fenced and subdivided into 7 paddocks.: [814, 310, 1090, 325]
- property-description: ACRES, Seaside dairy land, at Kairanga, Palmerston North; in splendid heart, all in grass. Price, £38 per acre.: [814, 818, 1090, 833]
- advertisement: [416, 77, 541, 160]
- fat-stock-banner: FAT STOCK FOR EXPORT.: [161, 840, 280, 856]
- acreage-number: 1300: [288, 820, 310, 833]
- ad-heading: SPRING CATTLE SALE.: [50, 83, 136, 93]
- column-heading: LAND NOTICES.: [811, 60, 1093, 73]
